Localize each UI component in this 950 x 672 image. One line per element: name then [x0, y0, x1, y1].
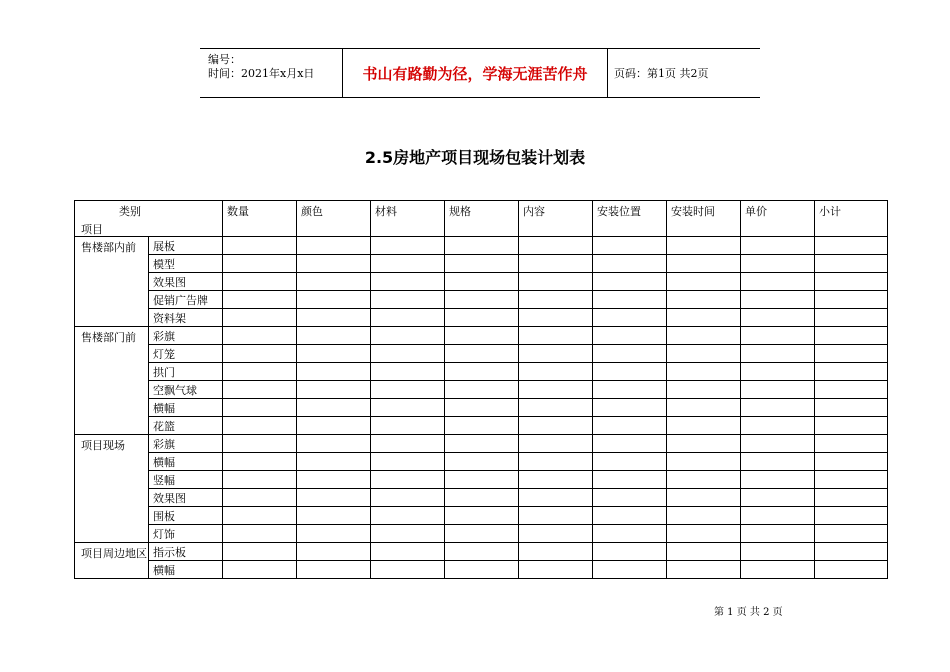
table-row	[75, 471, 888, 489]
table-cell[interactable]	[297, 435, 371, 453]
table-cell[interactable]	[445, 399, 519, 417]
table-cell[interactable]	[815, 309, 888, 327]
table-cell[interactable]	[297, 381, 371, 399]
table-cell[interactable]	[223, 363, 297, 381]
table-cell[interactable]	[519, 525, 593, 543]
table-cell[interactable]	[519, 399, 593, 417]
table-row	[75, 363, 888, 381]
item-name: 竖幅	[149, 471, 223, 489]
item-name: 横幅	[149, 453, 223, 471]
header-meta	[200, 49, 342, 97]
table-cell[interactable]	[519, 309, 593, 327]
table-cell[interactable]	[371, 417, 445, 435]
table-cell[interactable]	[815, 561, 888, 579]
table-cell[interactable]	[223, 381, 297, 399]
table-cell[interactable]	[223, 255, 297, 273]
table-cell[interactable]	[371, 507, 445, 525]
table-cell[interactable]	[741, 255, 815, 273]
table-cell[interactable]	[445, 525, 519, 543]
table-cell[interactable]	[815, 417, 888, 435]
table-cell[interactable]	[445, 255, 519, 273]
table-cell[interactable]	[815, 435, 888, 453]
table-cell[interactable]	[519, 435, 593, 453]
column-header: 颜色	[297, 201, 371, 237]
table-cell[interactable]	[815, 525, 888, 543]
table-cell[interactable]	[519, 291, 593, 309]
item-name: 灯饰	[149, 525, 223, 543]
table-cell[interactable]	[371, 327, 445, 345]
table-cell[interactable]	[667, 363, 741, 381]
table-cell[interactable]	[741, 471, 815, 489]
item-name: 围板	[149, 507, 223, 525]
table-cell[interactable]	[297, 255, 371, 273]
table-cell[interactable]	[815, 543, 888, 561]
item-name: 效果图	[149, 273, 223, 291]
table-cell[interactable]	[223, 561, 297, 579]
table-cell[interactable]	[593, 399, 667, 417]
table-cell[interactable]	[667, 453, 741, 471]
table-cell[interactable]	[371, 255, 445, 273]
table-cell[interactable]	[223, 309, 297, 327]
table-row	[75, 435, 888, 453]
table-cell[interactable]	[223, 345, 297, 363]
table-cell[interactable]	[445, 237, 519, 255]
table-cell[interactable]	[519, 543, 593, 561]
table-cell[interactable]	[519, 255, 593, 273]
table-cell[interactable]	[741, 363, 815, 381]
table-cell[interactable]	[297, 399, 371, 417]
item-name: 灯笼	[149, 345, 223, 363]
table-row	[75, 525, 888, 543]
table-cell[interactable]	[519, 381, 593, 399]
group-name: 售楼部内前	[75, 237, 149, 327]
item-name: 效果图	[149, 489, 223, 507]
table-cell[interactable]	[815, 381, 888, 399]
table-cell[interactable]	[667, 507, 741, 525]
table-cell[interactable]	[741, 435, 815, 453]
table-cell[interactable]	[223, 273, 297, 291]
table-cell[interactable]	[519, 489, 593, 507]
table-cell[interactable]	[815, 255, 888, 273]
table-cell[interactable]	[815, 273, 888, 291]
item-name: 空飘气球	[149, 381, 223, 399]
table-row	[75, 453, 888, 471]
page-header	[200, 48, 760, 98]
table-cell[interactable]	[815, 327, 888, 345]
table-cell[interactable]	[593, 507, 667, 525]
table-cell[interactable]	[445, 507, 519, 525]
table-cell[interactable]	[667, 399, 741, 417]
table-cell[interactable]	[593, 561, 667, 579]
table-cell[interactable]	[815, 471, 888, 489]
table-cell[interactable]	[223, 525, 297, 543]
plan-table	[74, 200, 888, 579]
table-row	[75, 273, 888, 291]
table-cell[interactable]	[445, 327, 519, 345]
table-cell[interactable]	[371, 399, 445, 417]
table-cell[interactable]	[445, 345, 519, 363]
table-cell[interactable]	[297, 417, 371, 435]
table-cell[interactable]	[371, 435, 445, 453]
table-cell[interactable]	[815, 363, 888, 381]
table-cell[interactable]	[445, 417, 519, 435]
table-cell[interactable]	[371, 273, 445, 291]
table-cell[interactable]	[297, 489, 371, 507]
table-cell[interactable]	[667, 561, 741, 579]
column-header: 内容	[519, 201, 593, 237]
table-cell[interactable]	[593, 543, 667, 561]
table-cell[interactable]	[371, 525, 445, 543]
table-cell[interactable]	[741, 273, 815, 291]
table-cell[interactable]	[667, 345, 741, 363]
table-cell[interactable]	[593, 363, 667, 381]
table-cell[interactable]	[593, 255, 667, 273]
table-cell[interactable]	[519, 363, 593, 381]
table-cell[interactable]	[519, 507, 593, 525]
table-cell[interactable]	[815, 291, 888, 309]
table-cell[interactable]	[297, 363, 371, 381]
table-cell[interactable]	[741, 309, 815, 327]
table-cell[interactable]	[371, 489, 445, 507]
table-cell[interactable]	[519, 273, 593, 291]
item-name: 拱门	[149, 363, 223, 381]
item-name: 横幅	[149, 561, 223, 579]
header-page-info: 页码：第1页 共2页	[614, 67, 709, 80]
table-row	[75, 543, 888, 561]
table-cell[interactable]	[741, 543, 815, 561]
table-cell[interactable]	[741, 345, 815, 363]
table-cell[interactable]	[519, 327, 593, 345]
table-cell[interactable]	[371, 381, 445, 399]
table-cell[interactable]	[223, 543, 297, 561]
table-cell[interactable]	[593, 435, 667, 453]
page-footer: 第 1 页 共 2 页	[714, 607, 783, 618]
table-cell[interactable]	[445, 381, 519, 399]
table-cell[interactable]	[223, 435, 297, 453]
column-header: 材料	[371, 201, 445, 237]
table-cell[interactable]	[667, 237, 741, 255]
group-name: 项目周边地区	[75, 543, 149, 579]
column-header: 数量	[223, 201, 297, 237]
table-row	[75, 381, 888, 399]
table-cell[interactable]	[223, 417, 297, 435]
table-cell[interactable]	[223, 471, 297, 489]
table-cell[interactable]	[667, 381, 741, 399]
table-cell[interactable]	[593, 489, 667, 507]
table-cell[interactable]	[223, 507, 297, 525]
table-cell[interactable]	[519, 237, 593, 255]
table-cell[interactable]	[519, 453, 593, 471]
table-cell[interactable]	[593, 453, 667, 471]
table-cell[interactable]	[445, 435, 519, 453]
table-cell[interactable]	[445, 291, 519, 309]
table-cell[interactable]	[445, 453, 519, 471]
table-cell[interactable]	[371, 237, 445, 255]
table-cell[interactable]	[297, 291, 371, 309]
item-name: 彩旗	[149, 435, 223, 453]
table-cell[interactable]	[815, 507, 888, 525]
table-cell[interactable]	[445, 489, 519, 507]
table-cell[interactable]	[815, 237, 888, 255]
table-row	[75, 237, 888, 255]
table-row	[75, 345, 888, 363]
table-cell[interactable]	[741, 237, 815, 255]
table-row	[75, 255, 888, 273]
column-header: 安装位置	[593, 201, 667, 237]
table-cell[interactable]	[223, 237, 297, 255]
table-cell[interactable]	[667, 471, 741, 489]
table-cell[interactable]	[371, 561, 445, 579]
table-cell[interactable]	[667, 435, 741, 453]
table-cell[interactable]	[223, 399, 297, 417]
table-cell[interactable]	[519, 471, 593, 489]
table-cell[interactable]	[741, 453, 815, 471]
table-cell[interactable]	[371, 471, 445, 489]
table-cell[interactable]	[667, 273, 741, 291]
table-cell[interactable]	[445, 471, 519, 489]
table-cell[interactable]	[297, 471, 371, 489]
table-cell[interactable]	[741, 489, 815, 507]
table-cell[interactable]	[445, 273, 519, 291]
table-cell[interactable]	[815, 489, 888, 507]
time-label: 时间：2021年x月x日	[208, 67, 315, 80]
table-row	[75, 291, 888, 309]
table-cell[interactable]	[297, 237, 371, 255]
table-row	[75, 507, 888, 525]
table-cell[interactable]	[815, 453, 888, 471]
table-row	[75, 309, 888, 327]
table-cell[interactable]	[815, 399, 888, 417]
document-title: 2.5房地产项目现场包装计划表	[364, 148, 586, 167]
item-name: 资料架	[149, 309, 223, 327]
table-cell[interactable]	[667, 327, 741, 345]
table-body	[75, 237, 888, 579]
table-cell[interactable]	[371, 291, 445, 309]
table-cell[interactable]	[445, 363, 519, 381]
table-cell[interactable]	[741, 507, 815, 525]
table-cell[interactable]	[593, 273, 667, 291]
table-cell[interactable]	[667, 291, 741, 309]
table-cell[interactable]	[223, 291, 297, 309]
table-cell[interactable]	[667, 525, 741, 543]
table-row	[75, 327, 888, 345]
table-cell[interactable]	[223, 489, 297, 507]
table-cell[interactable]	[741, 399, 815, 417]
table-cell[interactable]	[445, 309, 519, 327]
table-cell[interactable]	[297, 453, 371, 471]
table-row	[75, 489, 888, 507]
table-cell[interactable]	[297, 273, 371, 291]
table-cell[interactable]	[371, 363, 445, 381]
table-cell[interactable]	[297, 345, 371, 363]
code-label: 编号：	[208, 53, 241, 66]
table-cell[interactable]	[741, 381, 815, 399]
table-cell[interactable]	[593, 309, 667, 327]
column-header: 规格	[445, 201, 519, 237]
header-motto: 书山有路勤为径，学海无涯苦作舟	[342, 49, 608, 97]
table-cell[interactable]	[445, 543, 519, 561]
column-header: 单价	[741, 201, 815, 237]
table-cell[interactable]	[519, 561, 593, 579]
table-cell[interactable]	[297, 525, 371, 543]
table-row	[75, 417, 888, 435]
table-cell[interactable]	[371, 543, 445, 561]
table-cell[interactable]	[667, 255, 741, 273]
table-cell[interactable]	[371, 309, 445, 327]
group-name: 售楼部门前	[75, 327, 149, 435]
table-cell[interactable]	[593, 345, 667, 363]
table-cell[interactable]	[297, 309, 371, 327]
table-header-row	[75, 201, 888, 237]
item-name: 展板	[149, 237, 223, 255]
corner-header	[75, 201, 223, 237]
item-name: 指示板	[149, 543, 223, 561]
table-cell[interactable]	[445, 561, 519, 579]
column-header: 小计	[815, 201, 888, 237]
table-cell[interactable]	[593, 291, 667, 309]
item-name: 彩旗	[149, 327, 223, 345]
table-cell[interactable]	[593, 525, 667, 543]
table-cell[interactable]	[297, 561, 371, 579]
group-name: 项目现场	[75, 435, 149, 543]
table-cell[interactable]	[297, 543, 371, 561]
table-cell[interactable]	[593, 381, 667, 399]
table-row	[75, 399, 888, 417]
table-cell[interactable]	[519, 417, 593, 435]
table-cell[interactable]	[667, 489, 741, 507]
table-cell[interactable]	[223, 327, 297, 345]
table-cell[interactable]	[741, 327, 815, 345]
table-cell[interactable]	[593, 237, 667, 255]
table-cell[interactable]	[371, 453, 445, 471]
table-cell[interactable]	[297, 507, 371, 525]
table-cell[interactable]	[297, 327, 371, 345]
table-cell[interactable]	[593, 417, 667, 435]
item-name: 横幅	[149, 399, 223, 417]
table-cell[interactable]	[593, 327, 667, 345]
table-cell[interactable]	[593, 471, 667, 489]
table-cell[interactable]	[741, 561, 815, 579]
item-name: 促销广告牌	[149, 291, 223, 309]
item-name: 模型	[149, 255, 223, 273]
table-row	[75, 561, 888, 579]
table-cell[interactable]	[741, 525, 815, 543]
table-cell[interactable]	[667, 309, 741, 327]
table-cell[interactable]	[371, 345, 445, 363]
category-label: 类别	[119, 205, 141, 218]
table-cell[interactable]	[667, 417, 741, 435]
column-header: 安装时间	[667, 201, 741, 237]
table-cell[interactable]	[741, 291, 815, 309]
table-cell[interactable]	[223, 453, 297, 471]
table-cell[interactable]	[741, 417, 815, 435]
project-label: 项目	[81, 223, 103, 236]
item-name: 花篮	[149, 417, 223, 435]
table-cell[interactable]	[815, 345, 888, 363]
table-cell[interactable]	[667, 543, 741, 561]
table-cell[interactable]	[519, 345, 593, 363]
